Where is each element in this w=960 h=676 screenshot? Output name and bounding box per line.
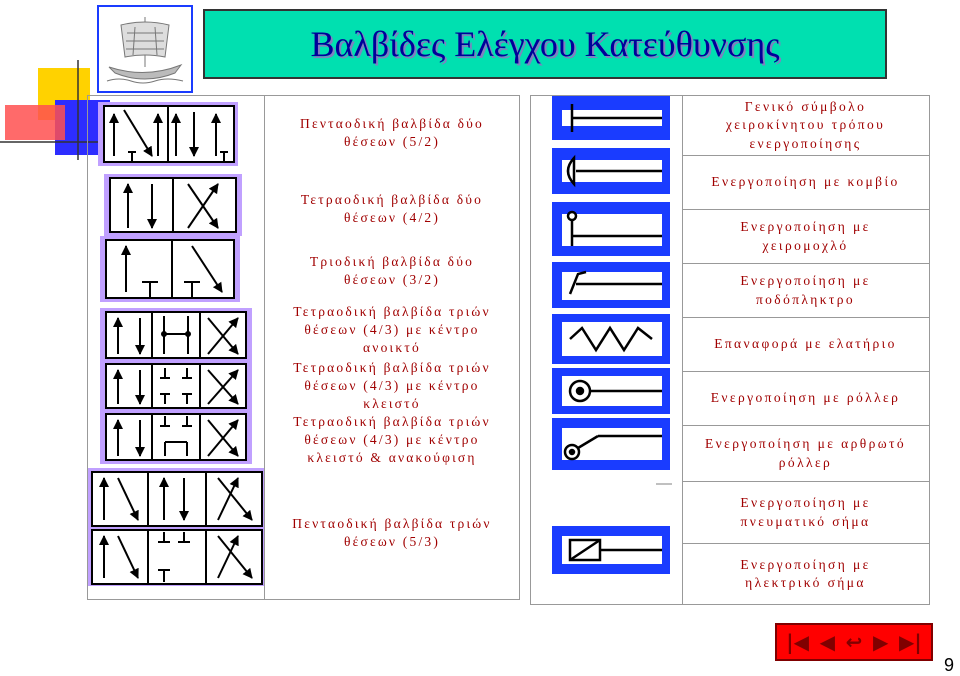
last-slide-button[interactable]: ▶| xyxy=(898,630,922,654)
valve-label-4-3-open: Τετραοδική βαλβίδα τριών θέσεων (4/3) με κέντρο ανοικτό xyxy=(293,303,491,356)
page-title: Βαλβίδες Ελέγχου Κατεύθυνσης xyxy=(203,9,887,79)
return-button[interactable]: ↩ xyxy=(845,630,863,654)
actuation-label-push-button: Ενεργοποίηση με κομβίο xyxy=(682,156,929,210)
actuation-symbols xyxy=(540,96,680,604)
slide-navigation xyxy=(775,623,933,661)
previous-slide-button[interactable]: ◀ xyxy=(819,630,835,654)
valve-label-3-2: Τριοδική βαλβίδα δύο θέσεων (3/2) xyxy=(309,253,475,287)
actuation-label-pedal: Ενεργοποίηση με ποδόπληκτρο xyxy=(682,264,929,318)
page-number: 9 xyxy=(944,655,955,675)
actuation-label-spring: Επαναφορά με ελατήριο xyxy=(682,318,929,372)
actuation-label-lever: Ενεργοποίηση με χειρομοχλό xyxy=(682,210,929,264)
valve-label-4-3-closed: Τετραοδική βαλβίδα τριών θέσεων (4/3) με κέντρο κλειστό xyxy=(293,359,491,412)
actuation-label-roller: Ενεργοποίηση με ρόλλερ xyxy=(682,372,929,426)
actuation-label-electric: Ενεργοποίηση με ηλεκτρικό σήμα xyxy=(740,556,871,590)
actuation-label-articulated-roller: Ενεργοποίηση με αρθρωτό ρόλλερ xyxy=(682,426,929,482)
valve-symbols xyxy=(88,96,264,600)
actuation-label-general: Γενικό σύμβολο χειροκίνητου τρόπου ενεργοποίησης xyxy=(682,96,929,156)
first-slide-button[interactable]: |◀ xyxy=(786,630,809,654)
valve-label-4-3-relief: Τετραοδική βαλβίδα τριών θέσεων (4/3) με κέντρο κλειστό & ανακούφιση xyxy=(293,413,491,466)
next-slide-button[interactable]: ▶ xyxy=(872,630,889,654)
valve-label-5-2: Πενταοδική βαλβίδα δύο θέσεων (5/2) xyxy=(300,115,484,149)
actuation-label-pneumatic: Ενεργοποίηση με πνευματικό σήμα xyxy=(682,482,929,544)
valve-label-5-3: Πενταοδική βαλβίδα τριών θέσεων (5/3) xyxy=(292,515,492,549)
ship-logo xyxy=(97,5,193,93)
valve-label-4-2: Τετραοδική βαλβίδα δύο θέσεων (4/2) xyxy=(300,191,484,225)
